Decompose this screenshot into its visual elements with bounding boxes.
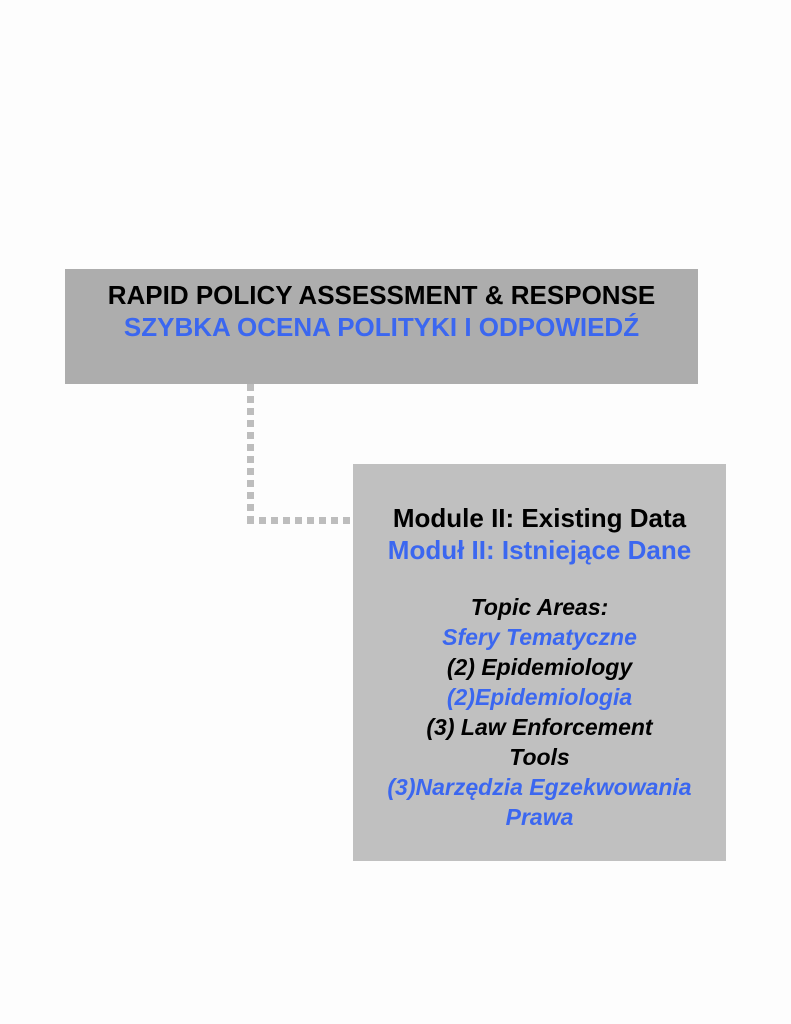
topic-2-polish: (2)Epidemiologia <box>446 684 633 710</box>
dotted-connector-horizontal <box>247 517 353 524</box>
dotted-connector-vertical <box>247 384 254 524</box>
topic-3-polish-line2: Prawa <box>505 804 574 830</box>
rapid-policy-header-box <box>65 269 698 384</box>
module-ii-box <box>353 464 726 861</box>
topics-heading-english: Topic Areas: <box>470 594 609 620</box>
topic-areas-list <box>353 592 726 832</box>
header-title-english: RAPID POLICY ASSESSMENT & RESPONSE <box>107 280 656 310</box>
topic-3-english-line2: Tools <box>509 744 570 770</box>
header-title-polish: SZYBKA OCENA POLITYKI I ODPOWIEDŹ <box>123 312 640 342</box>
topic-3-polish-line1: (3)Narzędzia Egzekwowania <box>387 774 692 800</box>
topic-3-english-line1: (3) Law Enforcement <box>426 714 653 740</box>
module-title-polish: Moduł II: Istniejące Dane <box>387 535 692 565</box>
module-title-english: Module II: Existing Data <box>392 503 687 533</box>
topic-2-english: (2) Epidemiology <box>446 654 633 680</box>
topics-heading-polish: Sfery Tematyczne <box>442 624 637 650</box>
